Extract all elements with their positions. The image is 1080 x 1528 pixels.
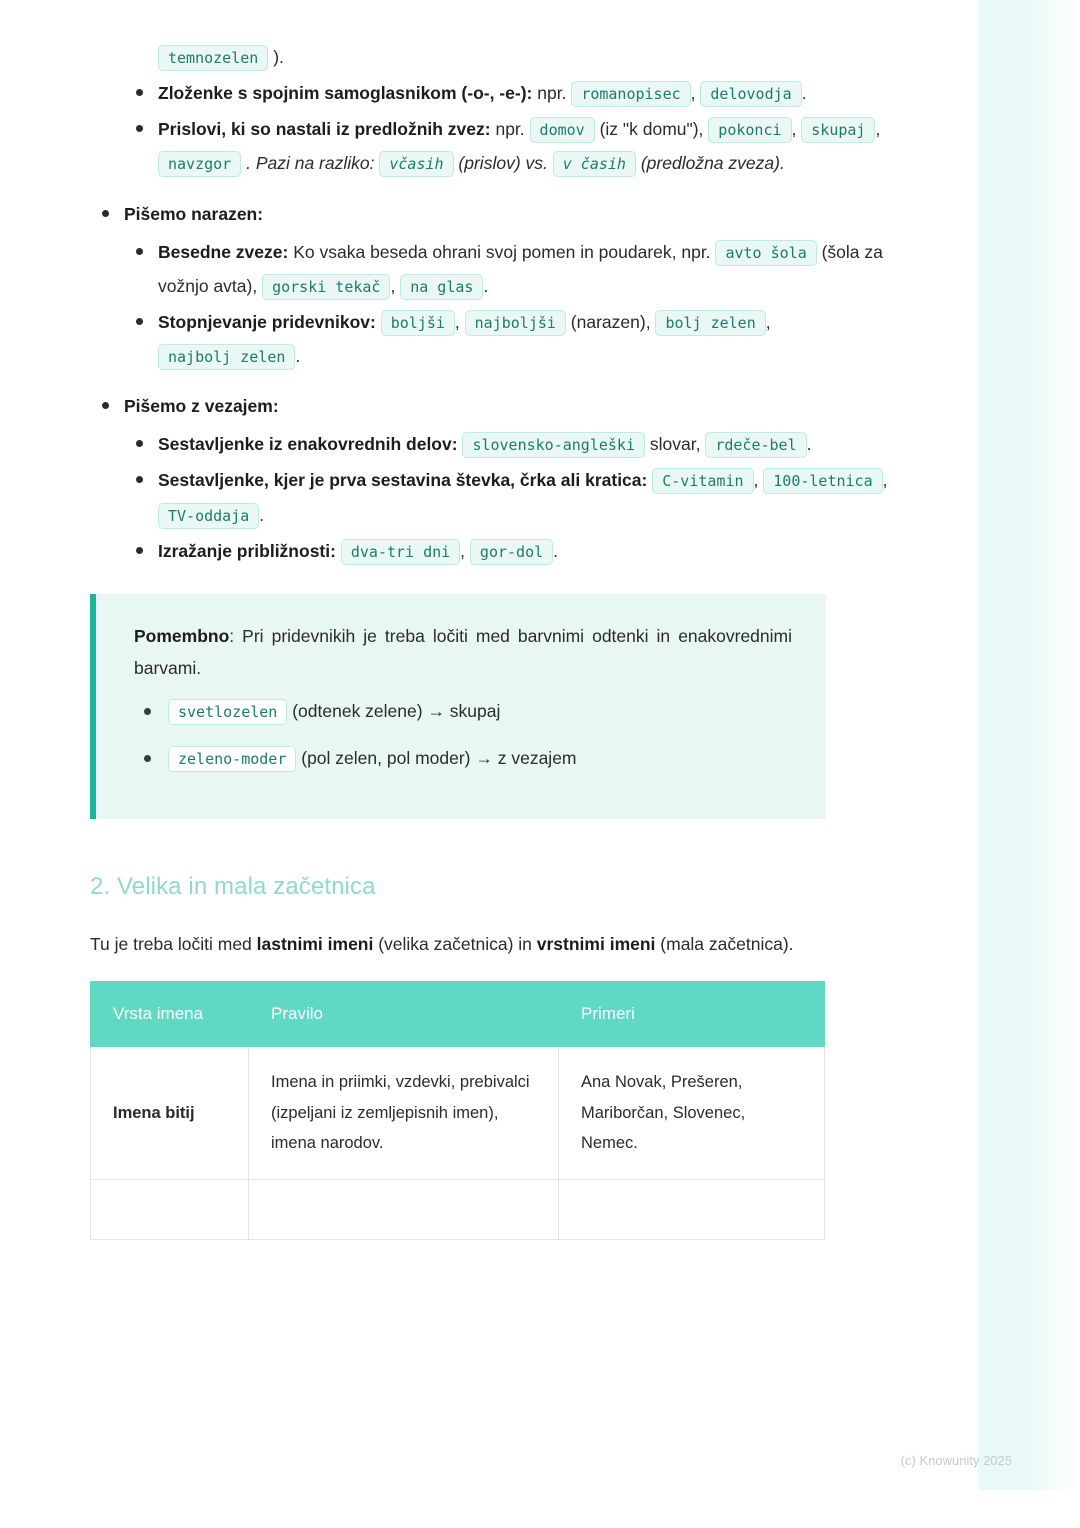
code-chip: v časih bbox=[553, 151, 636, 177]
item-lead: npr. bbox=[495, 119, 525, 140]
bullet-icon bbox=[102, 210, 109, 217]
callout-body: : Pri pridevnikih je treba ločiti med barvnimi odtenki in enakovrednimi barvami. bbox=[134, 625, 792, 679]
list-item bbox=[134, 742, 792, 775]
table-head bbox=[91, 982, 825, 1047]
bullet-icon bbox=[136, 547, 143, 554]
callout-strong: Pomembno bbox=[134, 625, 230, 646]
code-chip: bolj zelen bbox=[655, 310, 765, 336]
bullet-icon bbox=[144, 708, 151, 715]
item-end: . bbox=[801, 83, 807, 104]
cell-examples: Ana Novak, Prešeren, Mariborčan, Slovenec, Nemec. bbox=[559, 1047, 825, 1180]
code-chip: skupaj bbox=[801, 117, 875, 143]
list-item bbox=[124, 534, 888, 568]
code-chip: TV-oddaja bbox=[158, 503, 259, 529]
continuation-tail: ). bbox=[273, 47, 284, 67]
para-pre: Tu je treba ločiti med bbox=[90, 934, 257, 954]
spacer bbox=[90, 183, 888, 197]
item-label: Izražanje približnosti: bbox=[158, 540, 336, 561]
code-chip: temnozelen bbox=[158, 45, 268, 71]
item-sep: , bbox=[690, 83, 696, 104]
list-item bbox=[124, 235, 888, 303]
item-end: . bbox=[295, 346, 301, 366]
bullet-icon bbox=[136, 248, 143, 255]
group-heading: Pišemo narazen: bbox=[124, 203, 264, 224]
para-bold-2: vrstnimi imeni bbox=[536, 934, 656, 954]
item-sep: , bbox=[882, 470, 888, 491]
code-chip: dva-tri dni bbox=[341, 539, 460, 565]
item-note: (šola za vožnjo avta), bbox=[158, 241, 883, 296]
bullet-icon bbox=[136, 318, 143, 325]
table-body bbox=[91, 1047, 825, 1240]
item-label: Sestavljenke, kjer je prva sestavina števka, črka ali kratica: bbox=[158, 470, 648, 491]
group-heading-item bbox=[90, 389, 888, 423]
column-header-examples: Primeri bbox=[559, 982, 825, 1047]
item-label: Stopnjevanje pridevnikov: bbox=[158, 311, 376, 332]
code-chip: zeleno-moder bbox=[168, 746, 296, 772]
item-note: (iz "k domu"), bbox=[599, 119, 704, 140]
item-note: slovar, bbox=[649, 434, 701, 455]
column-header-kind: Vrsta imena bbox=[91, 982, 249, 1047]
para-mid: (velika začetnica) in bbox=[373, 934, 537, 954]
vezaj-sublist bbox=[90, 427, 888, 568]
watermark: (c) Knowunity 2025 bbox=[900, 1453, 1012, 1468]
bullet-icon bbox=[136, 440, 143, 447]
code-chip: 100-letnica bbox=[763, 468, 882, 494]
capitalization-table bbox=[90, 981, 825, 1240]
group-heading: Pišemo z vezajem: bbox=[124, 396, 279, 417]
code-chip: slovensko-angleški bbox=[462, 432, 645, 458]
continuation-line bbox=[90, 40, 888, 74]
section-title: 2. Velika in mala začetnica bbox=[90, 873, 376, 900]
cell-kind bbox=[91, 1179, 249, 1239]
bullet-icon bbox=[136, 89, 143, 96]
bullet-icon bbox=[136, 125, 143, 132]
cell-rule: Imena in priimki, vzdevki, prebivalci (izpeljani iz zemljepisnih imen), imena narodov. bbox=[249, 1047, 559, 1180]
code-chip: najbolj zelen bbox=[158, 344, 295, 370]
item-label: Besedne zveze: bbox=[158, 241, 289, 262]
narazen-sublist bbox=[90, 235, 888, 374]
code-chip: boljši bbox=[381, 310, 455, 336]
item-label: Prislovi, ki so nastali iz predložnih zvez: bbox=[158, 119, 491, 140]
para-post: (mala začetnica). bbox=[655, 934, 794, 954]
item-sep: , bbox=[791, 119, 797, 140]
list-item bbox=[124, 463, 888, 531]
callout-list bbox=[134, 695, 792, 776]
table-row bbox=[91, 1179, 825, 1239]
cell-examples bbox=[559, 1179, 825, 1239]
item-sep: , bbox=[460, 540, 466, 561]
section-intro-paragraph bbox=[90, 927, 835, 961]
code-chip: svetlozelen bbox=[168, 699, 287, 725]
item-end: . bbox=[553, 540, 559, 561]
list-item bbox=[124, 427, 888, 461]
column-header-rule: Pravilo bbox=[249, 982, 559, 1047]
code-chip: pokonci bbox=[708, 117, 791, 143]
item-sep: , bbox=[390, 275, 396, 296]
narazen-group bbox=[90, 197, 888, 231]
code-chip: C-vitamin bbox=[652, 468, 753, 494]
group-heading-item bbox=[90, 197, 888, 231]
code-chip: gorski tekač bbox=[262, 274, 390, 300]
code-chip: na glas bbox=[400, 274, 483, 300]
item-text: Ko vsaka beseda ohrani svoj pomen in poudarek, npr. bbox=[293, 241, 711, 262]
item-end: . bbox=[483, 275, 489, 296]
item-sep: , bbox=[875, 119, 881, 140]
code-chip: domov bbox=[530, 117, 595, 143]
bullet-icon bbox=[144, 755, 151, 762]
code-chip: navzgor bbox=[158, 151, 241, 177]
callout-text bbox=[134, 620, 792, 685]
item-label: Zloženke s spojnim samoglasnikom (-o-, -e-): bbox=[158, 83, 533, 104]
callout-item-text: (odtenek zelene) → skupaj bbox=[292, 700, 501, 721]
callout-item-text: (pol zelen, pol moder) → z vezajem bbox=[301, 747, 577, 768]
list-item bbox=[124, 112, 888, 180]
item-mid: . Pazi na razliko: bbox=[246, 153, 375, 174]
list-item bbox=[124, 305, 888, 373]
list-item bbox=[124, 76, 888, 110]
code-chip: najboljši bbox=[465, 310, 566, 336]
item-lead: npr. bbox=[537, 83, 567, 104]
list-item bbox=[134, 695, 792, 728]
item-note: (prislov) vs. bbox=[458, 153, 548, 174]
item-sep: , bbox=[753, 470, 759, 491]
bullet-icon bbox=[136, 476, 143, 483]
item-note: (predložna zveza). bbox=[640, 153, 785, 174]
table-header-row bbox=[91, 982, 825, 1047]
vezaj-group bbox=[90, 389, 888, 423]
para-bold-1: lastnimi imeni bbox=[256, 934, 374, 954]
bullet-icon bbox=[102, 402, 109, 409]
cell-rule bbox=[249, 1179, 559, 1239]
cell-kind: Imena bitij bbox=[91, 1047, 249, 1180]
code-chip: gor-dol bbox=[470, 539, 553, 565]
code-chip: včasih bbox=[379, 151, 453, 177]
important-callout bbox=[90, 594, 826, 819]
code-chip: rdeče-bel bbox=[705, 432, 806, 458]
item-sep: , bbox=[454, 311, 460, 332]
skupaj-sublist bbox=[90, 76, 888, 180]
item-sep: , bbox=[765, 311, 771, 332]
page-edge-decoration-inner bbox=[978, 0, 1028, 1490]
spacer bbox=[90, 375, 888, 389]
item-end: . bbox=[259, 504, 265, 525]
item-note: (narazen), bbox=[570, 311, 651, 332]
item-end: . bbox=[806, 434, 812, 455]
code-chip: avto šola bbox=[715, 240, 816, 266]
item-label: Sestavljenke iz enakovrednih delov: bbox=[158, 434, 458, 455]
code-chip: delovodja bbox=[700, 81, 801, 107]
table-row bbox=[91, 1047, 825, 1180]
code-chip: romanopisec bbox=[571, 81, 690, 107]
